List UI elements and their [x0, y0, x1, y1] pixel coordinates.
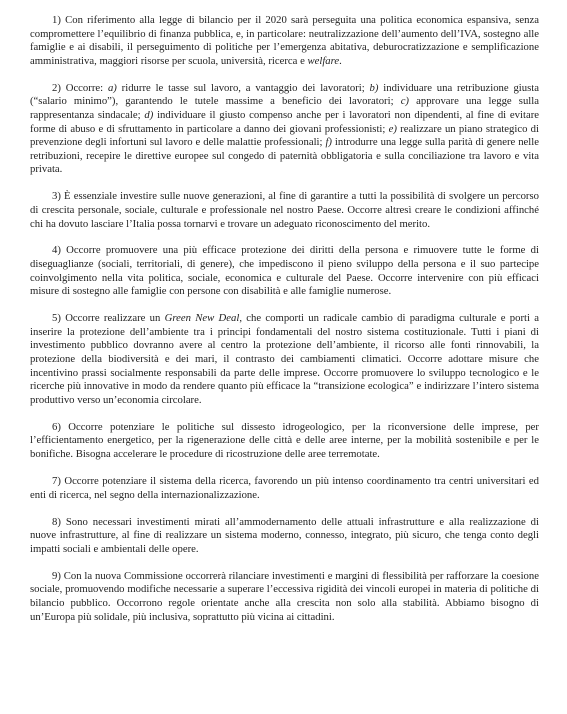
italic-text: b) — [369, 81, 379, 94]
text-run: introdurre una legge sulla parità di genere nelle retribuzioni, recepire le direttive europee sul congedo di paternità obbligatoria e sulla conciliazione tra lavoro e vita privata. — [30, 136, 539, 176]
paragraph-6 — [30, 421, 539, 462]
text-run: individuare una retribuzione giusta (“salario minimo”), garantendo le tutele massime a beneficio dei lavoratori; — [30, 81, 539, 108]
paragraph-1 — [30, 14, 539, 68]
italic-text: f) — [325, 136, 332, 149]
italic-text: d) — [144, 108, 154, 121]
paragraph-5 — [30, 312, 539, 407]
text-run: ridurre le tasse sul lavoro, a vantaggio dei lavoratori; — [116, 81, 370, 94]
text-run: 3) È essenziale investire sulle nuove generazioni, al fine di garantire a tutti la possibilità di svolgere un percorso di crescita personale, sociale, culturale e professionale nel nostro Paese. Occorre altresì creare le condizioni affinché chi ha dovuto lasciare l’Italia possa tornarvi e trovare un adeguato riconoscimento del merito. — [30, 190, 539, 230]
paragraph-8 — [30, 516, 539, 557]
paragraph-3 — [30, 190, 539, 231]
text-run: 1) Con riferimento alla legge di bilancio per il 2020 sarà perseguita una politica economica espansiva, senza compromettere l’equilibrio di finanza pubblica, e, in particolare: neutralizzazione dell’aumento dell’IVA, sostegno alle famiglie e ai disabili, il perseguimento di politiche per l’emergenza abitativa, deburocratizzazione e semplificazione amministrativa, maggiori risorse per scuola, università, ricerca e — [30, 14, 539, 67]
text-run: 7) Occorre potenziare il sistema della ricerca, favorendo un più intenso coordinamento tra centri universitari ed enti di ricerca, nel segno della internazionalizzazione. — [30, 474, 539, 501]
text-run: 6) Occorre potenziare le politiche sul dissesto idrogeologico, per la riconversione delle imprese, per l’efficientamento energetico, per la rigenerazione delle città e delle aree interne, per la mobilità sostenibile e per le bonifiche. Bisogna accelerare le procedure di ricostruzione delle aree terremotate. — [30, 420, 539, 460]
paragraph-2 — [30, 82, 539, 177]
text-run: . — [339, 54, 342, 67]
italic-text: e) — [388, 122, 397, 135]
text-run: 9) Con la nuova Commissione occorrerà rilanciare investimenti e margini di flessibilità per rafforzare la coesione sociale, promuovendo modifiche necessarie a superare l’eccessiva rigidità dei vincoli europei in materia di politiche di bilancio pubblico. Occorrono regole orientate anche alla crescita non solo alla stabilità. Abbiamo bisogno di un’Europa più solidale, più inclusiva, soprattutto più vicina ai cittadini. — [30, 569, 539, 623]
italic-text: a) — [107, 81, 117, 94]
paragraph-4 — [30, 244, 539, 298]
text-run: realizzare un piano strategico di prevenzione degli infortuni sul lavoro e delle malattie professionali; — [30, 122, 539, 149]
text-run: , che comporti un radicale cambio di paradigma culturale e porti a inserire la protezione dell’ambiente tra i principi fondamentali del nostro sistema costituzionale. Tutti i piani di investimento pubblico dovranno avere al centro la protezione dell’ambiente, il ricorso alle fonti rinnovabili, la protezione della biodiversità e dei mari, il contrasto dei cambiamenti climatici. Occorre adottare misure che incentivino prassi socialmente responsabili da parte delle imprese. Occorre promuovere lo sviluppo tecnologico e le ricerche più innovative in modo da rendere quanto più efficace la “transizione ecologica” e indirizzare l’intero sistema produttivo verso un’economia circolare. — [30, 312, 540, 406]
text-run: approvare una legge sulla rappresentanza sindacale; — [30, 95, 539, 121]
italic-text: welfare — [307, 54, 340, 67]
paragraph-7 — [30, 475, 539, 502]
text-run: 8) Sono necessari investimenti mirati all’ammodernamento delle attuali infrastrutture e alla realizzazione di nuove infrastrutture, al fine di realizzare un sistema moderno, connesso, integrato, più sicuro, che tenga conto degli impatti sociali e ambientali delle opere. — [30, 515, 539, 555]
text-run: individuare il giusto compenso anche per i lavoratori non dipendenti, al fine di evitare forme di abuso e di sfruttamento in particolare a danno dei giovani professionisti; — [30, 108, 540, 135]
text-run: 4) Occorre promuovere una più efficace protezione dei diritti della persona e rimuovere tutte le forme di diseguaglianze (sociali, territoriali, di genere), che impediscono il pieno sviluppo della persona e il suo partecipe coinvolgimento nella vita politica, sociale, economica e culturale del Paese. Occorre intervenire con più efficaci misure di sostegno alle famiglie con persone con disabilità e alle famiglie numerose. — [30, 244, 539, 298]
text-run: 2) Occorre: — [52, 81, 108, 94]
italic-text: Green New Deal — [164, 312, 240, 325]
text-run: 5) Occorre realizzare un — [52, 312, 165, 325]
italic-text: c) — [400, 95, 409, 108]
paragraph-9 — [30, 570, 539, 624]
